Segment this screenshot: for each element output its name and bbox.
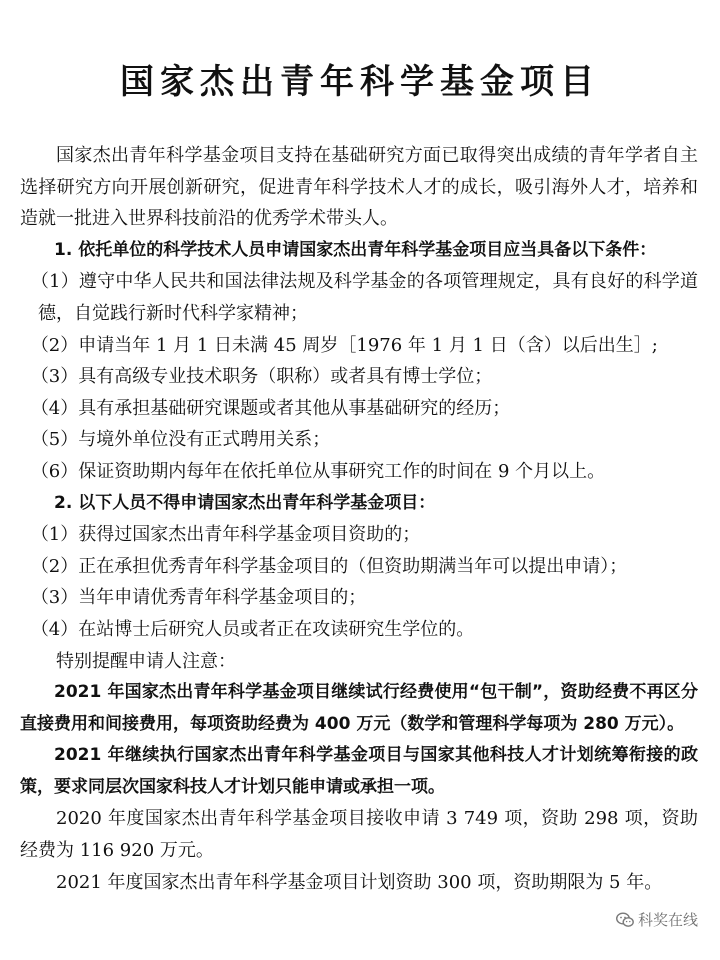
- statistics-2020-paragraph: 2020 年度国家杰出青年科学基金项目接收申请 3 749 项，资助 298 项，资助经费为 116 920 万元。: [20, 808, 698, 862]
- section2-item: （1）获得过国家杰出青年科学基金项目资助的；: [30, 524, 421, 546]
- section2-item: （2）正在承担优秀青年科学基金项目的（但资助期满当年可以提出申请）；: [30, 555, 628, 577]
- plan-2021-paragraph: 2021 年度国家杰出青年科学基金项目计划资助 300 项，资助期限为 5 年。: [56, 871, 663, 893]
- notice-paragraph: 2021 年继续执行国家杰出青年科学基金项目与国家其他科技人才计划统筹衔接的政策，要求同层次国家科技人才计划只能申请或承担一项。: [20, 745, 698, 797]
- document-body: [20, 140, 698, 898]
- watermark: [616, 909, 698, 930]
- notice-label: 特别提醒申请人注意：: [56, 650, 236, 672]
- section1-heading: 1. 依托单位的科学技术人员申请国家杰出青年科学基金项目应当具备以下条件：: [54, 239, 657, 260]
- document-title: 国家杰出青年科学基金项目: [120, 62, 600, 102]
- notice-paragraph: 2021 年国家杰出青年科学基金项目继续试行经费使用“包干制”，资助经费不再区分直接费用和间接费用，每项资助经费为 400 万元（数学和管理科学每项为 280 万元）。: [20, 682, 698, 734]
- section1-item: （4）具有承担基础研究课题或者其他从事基础研究的经历；: [30, 397, 511, 419]
- section1-item: （3）具有高级专业技术职务（职称）或者具有博士学位；: [30, 366, 493, 388]
- section1-item: （5）与境外单位没有正式聘用关系；: [30, 429, 331, 451]
- intro-paragraph: 国家杰出青年科学基金项目支持在基础研究方面已取得突出成绩的青年学者自主选择研究方向开展创新研究，促进青年科学技术人才的成长，吸引海外人才，培养和造就一批进入世界科技前沿的优秀学术带头人。: [20, 145, 698, 230]
- watermark-text: 科奖在线: [637, 911, 698, 929]
- section1-item: （6）保证资助期内每年在依托单位从事研究工作的时间在 9 个月以上。: [30, 460, 606, 482]
- section2-heading: 2. 以下人员不得申请国家杰出青年科学基金项目：: [54, 492, 436, 513]
- section1-item: （2）申请当年 1 月 1 日未满 45 周岁［1976 年 1 月 1 日（含）以后出生］;: [30, 334, 658, 356]
- wechat-icon: [616, 912, 634, 928]
- section2-item: （3）当年申请优秀青年科学基金项目的；: [30, 587, 367, 609]
- section1-item: （1）遵守中华人民共和国法律法规及科学基金的各项管理规定，具有良好的科学道德，自觉践行新时代科学家精神；: [30, 271, 698, 324]
- section2-item: （4）在站博士后研究人员或者正在攻读研究生学位的。: [30, 618, 475, 640]
